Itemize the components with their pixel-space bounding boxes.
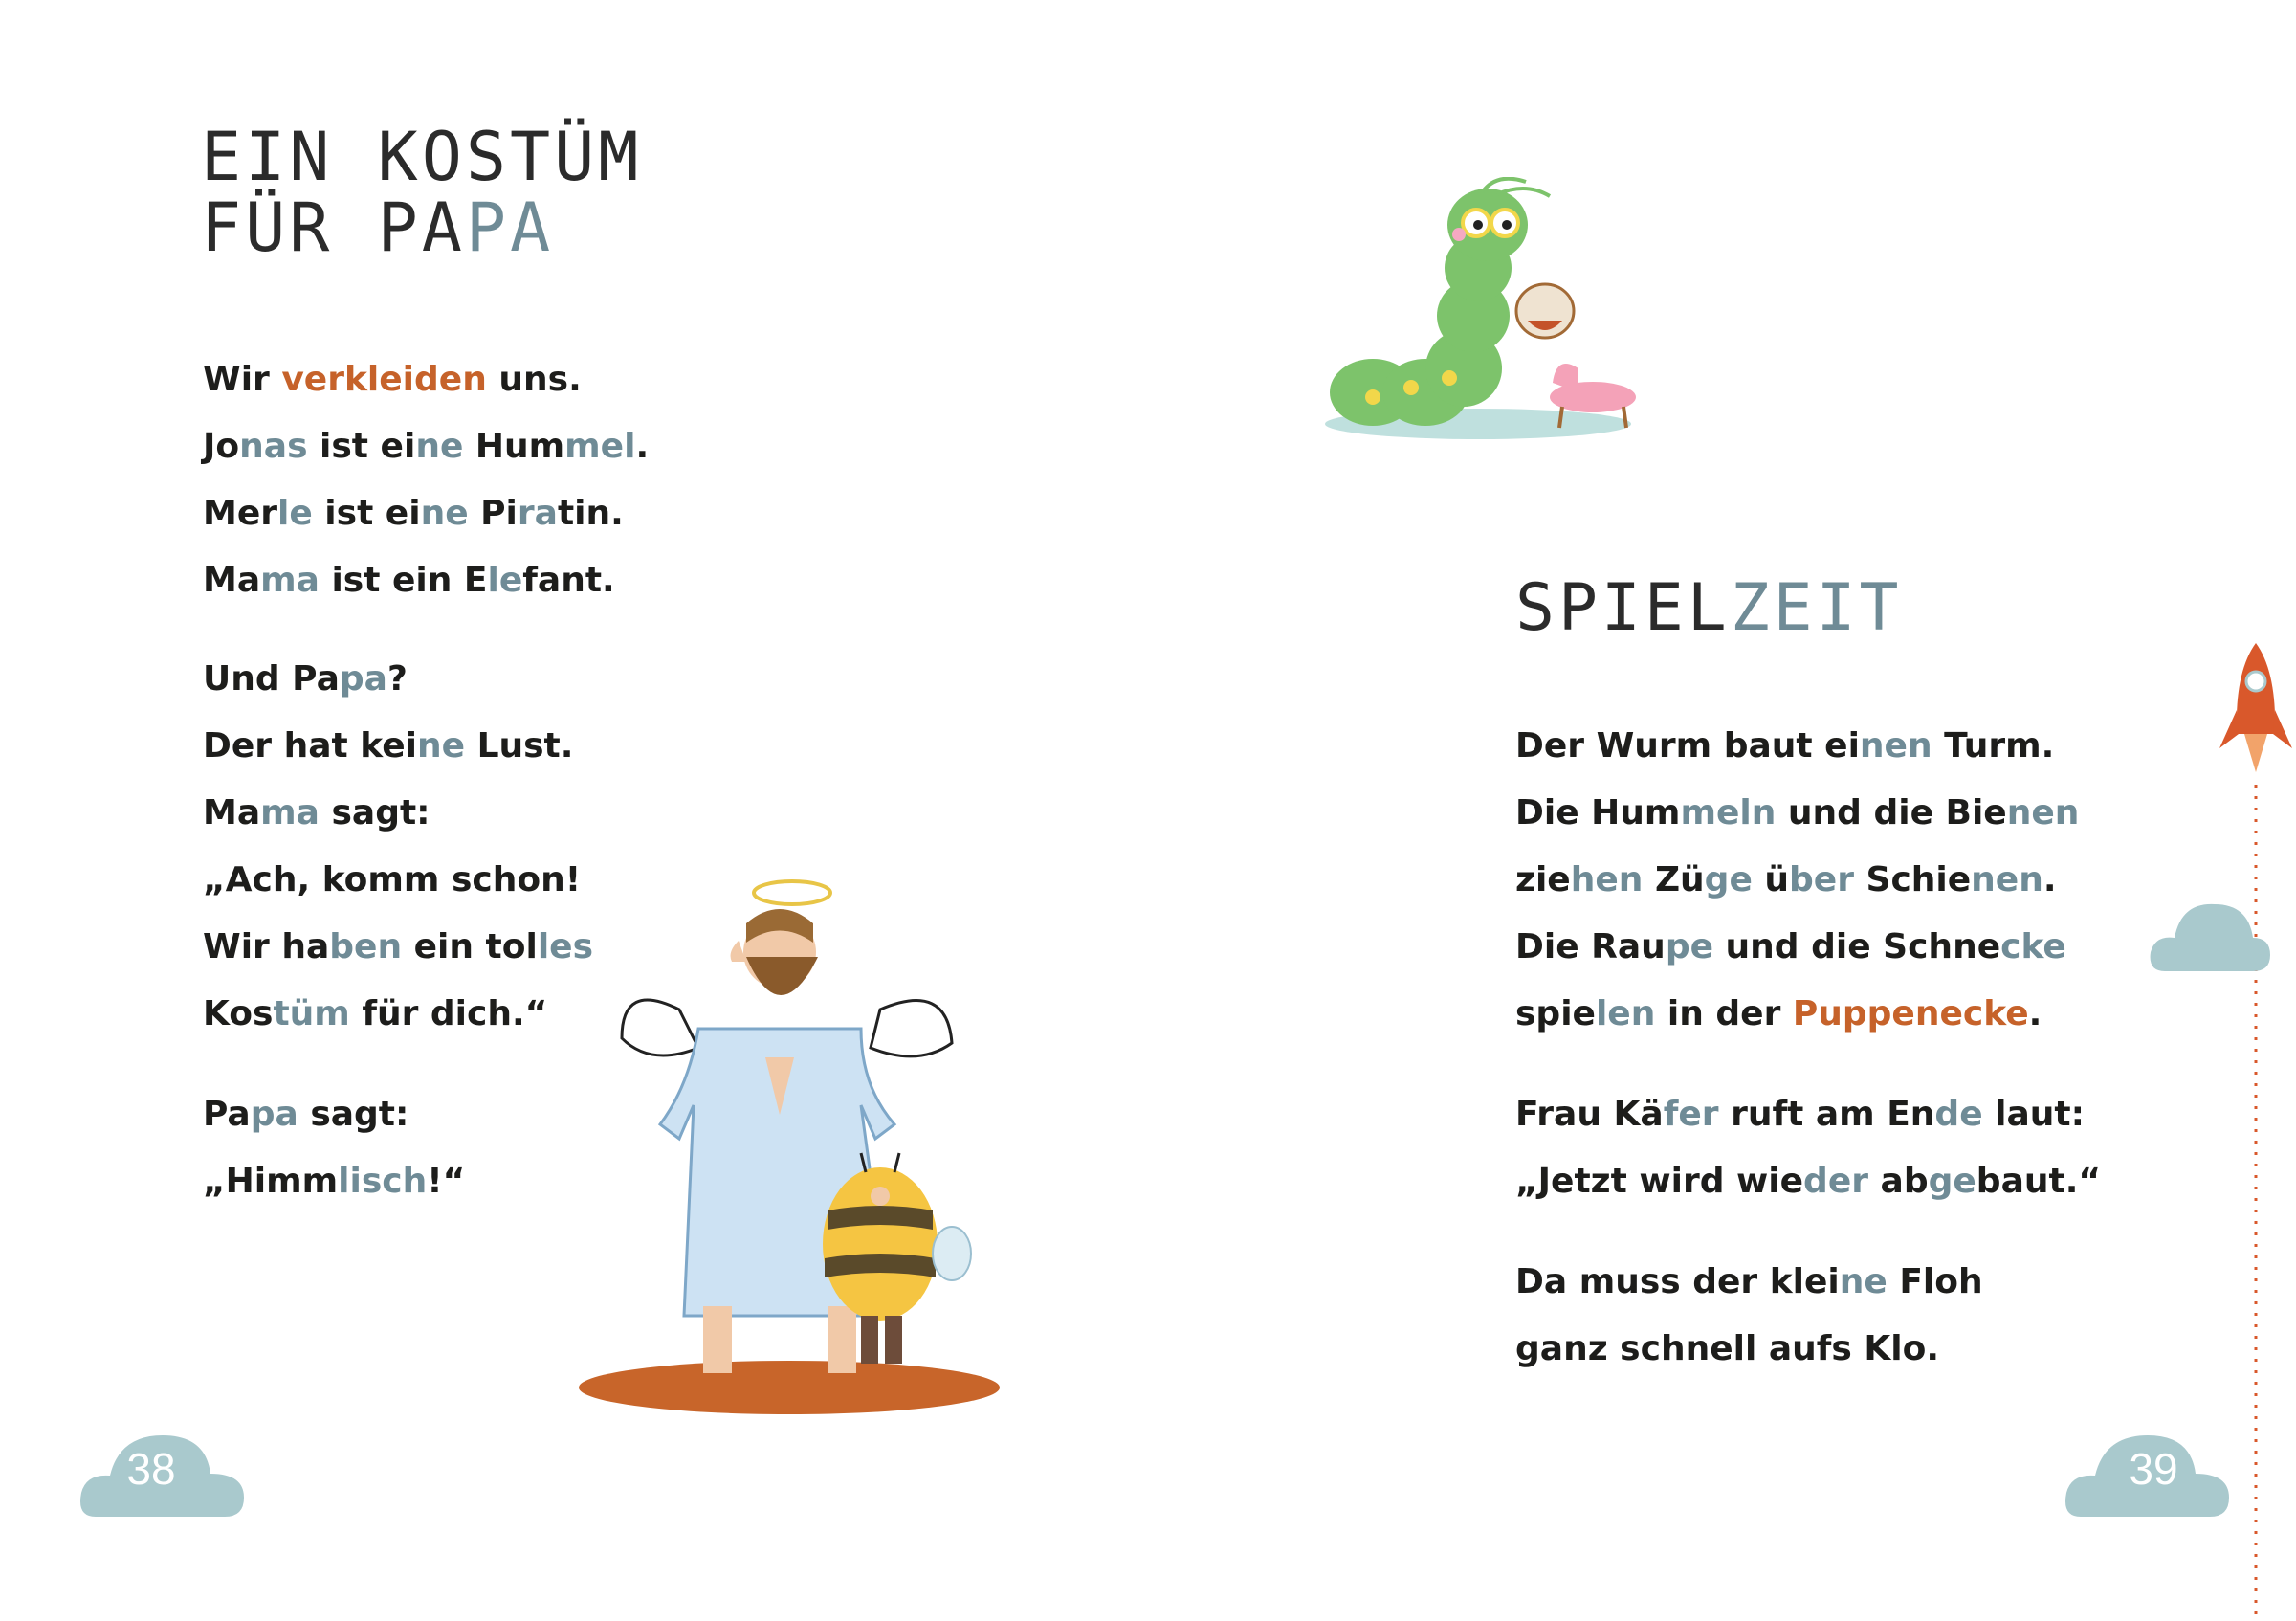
syllable: ge — [1704, 860, 1753, 899]
poem-line — [203, 914, 593, 981]
syllable: Floh — [1887, 1262, 1983, 1301]
syllable: ra — [517, 494, 558, 533]
poem-line — [203, 1148, 465, 1215]
angel-and-bee-illustration — [574, 866, 1033, 1421]
syllable: „Himm — [203, 1162, 339, 1201]
poem-line — [1515, 1148, 2101, 1215]
left-page-title — [201, 118, 643, 267]
syllable: lisch — [338, 1162, 428, 1201]
syllable: ne — [420, 494, 469, 533]
stanza — [1515, 713, 2079, 1048]
poem-line — [203, 847, 593, 914]
stanza — [1515, 1249, 1983, 1383]
poem-line — [1515, 847, 2079, 914]
syllable: Pi — [468, 494, 518, 533]
stanza — [203, 1081, 465, 1215]
syllable: der — [1803, 1162, 1868, 1201]
poem-line — [203, 547, 649, 614]
syllable: „Ach, komm schon! — [203, 860, 582, 899]
syllable: meln — [1680, 793, 1777, 833]
poem-line — [1515, 981, 2079, 1048]
syllable: in der — [1655, 994, 1793, 1033]
syllable: fant. — [522, 561, 615, 600]
syllable: baut.“ — [1976, 1162, 2102, 1201]
poem-line — [203, 713, 593, 780]
syllable: len — [1595, 994, 1656, 1033]
syllable: Turm. — [1932, 726, 2055, 766]
stanza — [203, 346, 649, 614]
syllable: ne — [416, 726, 466, 766]
syllable: „Jetzt wird wie — [1515, 1162, 1804, 1201]
syllable: Die Rau — [1515, 927, 1666, 966]
syllable: Kos — [203, 994, 274, 1033]
syllable: pa — [339, 659, 387, 699]
syllable: Mer — [203, 494, 277, 533]
syllable: ist ei — [307, 427, 416, 466]
poem-line — [1515, 1081, 2101, 1148]
syllable: . — [2042, 860, 2057, 899]
syllable: cke — [2000, 927, 2066, 966]
syllable: Der hat kei — [203, 726, 417, 766]
syllable: nen — [1859, 726, 1932, 766]
syllable: Da muss der klei — [1515, 1262, 1840, 1301]
syllable: nas — [239, 427, 308, 466]
syllable: ma — [260, 561, 320, 600]
syllable: hen — [1570, 860, 1644, 899]
syllable: sagt: — [319, 793, 430, 833]
syllable: Jo — [203, 427, 240, 466]
syllable: Die Hum — [1515, 793, 1681, 833]
syllable: Der Wurm baut ei — [1515, 726, 1860, 766]
syllable: ist ei — [312, 494, 421, 533]
syllable: Ma — [203, 793, 261, 833]
poem-line — [203, 346, 649, 413]
syllable: zie — [1515, 860, 1571, 899]
poem-line — [203, 1081, 465, 1148]
syllable: ge — [1928, 1162, 1976, 1201]
syllable: fer — [1663, 1095, 1719, 1134]
syllable: . — [635, 427, 650, 466]
title-segment: SPIEL — [1515, 570, 1731, 646]
syllable: Frau Kä — [1515, 1095, 1664, 1134]
title-segment: FÜR PA — [201, 188, 466, 267]
right-page-title — [1515, 570, 1903, 646]
syllable: Lust. — [465, 726, 574, 766]
poem-line — [1515, 780, 2079, 847]
syllable: pa — [250, 1095, 298, 1134]
syllable: ne — [1839, 1262, 1888, 1301]
poem-line — [203, 646, 593, 713]
syllable: ber — [1789, 860, 1854, 899]
poem-line — [1515, 713, 2079, 780]
syllable: nen — [2006, 793, 2080, 833]
poem-line — [1515, 1316, 1983, 1383]
poem-line — [1515, 914, 2079, 981]
left-title-line — [201, 188, 642, 267]
title-segment: EIN KOSTÜM — [201, 118, 643, 196]
page-number-right: 39 — [2129, 1444, 2178, 1494]
syllable: spie — [1515, 994, 1596, 1033]
syllable: !“ — [427, 1162, 466, 1201]
syllable: Wir ha — [203, 927, 330, 966]
syllable: le — [487, 561, 523, 600]
syllable: pe — [1665, 927, 1714, 966]
caterpillar-illustration — [1315, 177, 1655, 445]
poem-line — [203, 480, 649, 547]
syllable: verkleiden — [281, 360, 487, 399]
syllable: ? — [386, 659, 408, 699]
syllable: mel — [564, 427, 636, 466]
syllable: ab — [1868, 1162, 1929, 1201]
syllable: ne — [415, 427, 464, 466]
syllable: sagt: — [298, 1095, 409, 1134]
syllable: ben — [329, 927, 403, 966]
syllable: ü — [1752, 860, 1790, 899]
syllable: und die Schne — [1713, 927, 2001, 966]
syllable: Puppenecke — [1792, 994, 2029, 1033]
page-number-left: 38 — [126, 1444, 176, 1494]
syllable: les — [537, 927, 594, 966]
syllable: Und Pa — [203, 659, 340, 699]
syllable: uns. — [486, 360, 582, 399]
cloud-icon — [2148, 895, 2272, 981]
syllable: le — [277, 494, 313, 533]
syllable: nen — [1971, 860, 2043, 899]
poem-line — [1515, 1249, 1983, 1316]
syllable: Pa — [203, 1095, 251, 1134]
syllable: und die Bie — [1776, 793, 2007, 833]
right-title-line — [1515, 570, 1903, 646]
syllable: ganz schnell aufs Klo. — [1515, 1329, 1940, 1368]
title-segment: PA — [465, 188, 555, 267]
poem-line — [203, 413, 649, 480]
syllable: Ma — [203, 561, 261, 600]
syllable: ein tol — [402, 927, 538, 966]
rocket-icon — [2218, 643, 2294, 787]
poem-line — [203, 780, 593, 847]
syllable: de — [1934, 1095, 1983, 1134]
syllable: tüm — [273, 994, 350, 1033]
syllable: Hum — [463, 427, 565, 466]
syllable: ist ein E — [319, 561, 488, 600]
title-segment: ZEIT — [1730, 570, 1903, 646]
syllable: Zü — [1643, 860, 1705, 899]
syllable: Wir — [203, 360, 282, 399]
syllable: tin. — [557, 494, 624, 533]
syllable: für dich.“ — [349, 994, 548, 1033]
syllable: ma — [260, 793, 320, 833]
syllable: laut: — [1982, 1095, 2086, 1134]
stanza — [1515, 1081, 2101, 1215]
syllable: Schie — [1853, 860, 1972, 899]
left-title-line — [201, 118, 643, 196]
syllable: ruft am En — [1718, 1095, 1935, 1134]
poem-line — [203, 981, 593, 1048]
syllable: . — [2028, 994, 2042, 1033]
stanza — [203, 646, 593, 1048]
